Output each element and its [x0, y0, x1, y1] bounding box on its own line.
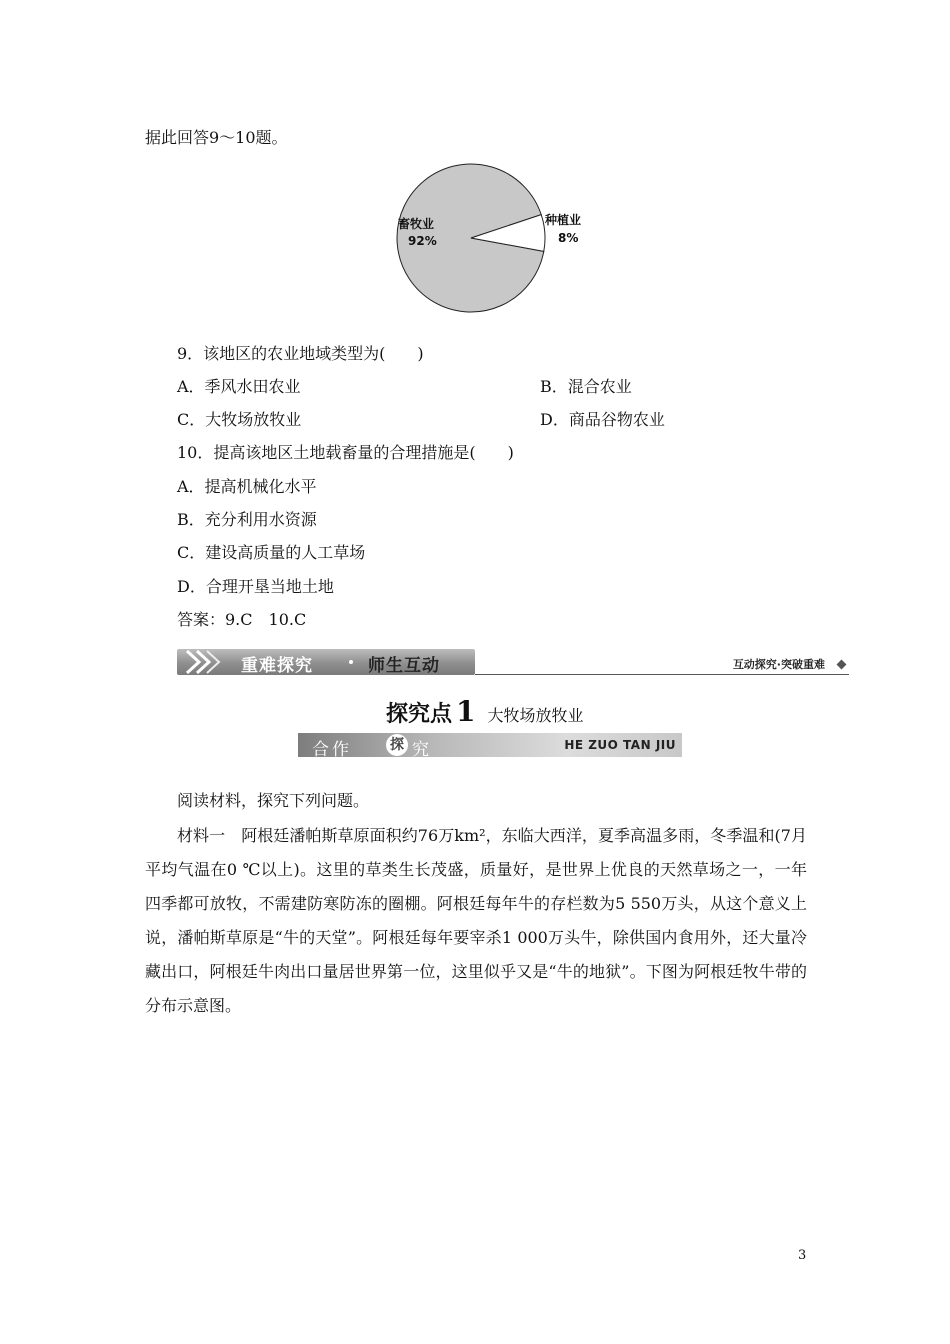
diamond-icon: [837, 660, 847, 670]
reading-intro: 阅读材料，探究下列问题。: [177, 791, 370, 810]
question-9-option-d: D．商品谷物农业: [540, 410, 665, 429]
banner-separator-dot: [349, 660, 353, 664]
intro-text: 据此回答9～10题。: [145, 128, 288, 147]
sub-banner: [298, 733, 682, 760]
banner-right-label: 互动探究·突破重难: [732, 658, 825, 671]
sub-banner-text-b: 究: [412, 740, 432, 760]
question-10-option-c: C．建设高质量的人工草场: [177, 543, 366, 562]
sub-banner-pinyin: HE ZUO TAN JIU: [564, 738, 676, 752]
question-10-option-a: A．提高机械化水平: [177, 477, 317, 496]
pie-value-livestock: 92%: [408, 234, 437, 248]
point-number: 1: [456, 695, 476, 728]
material-paragraph: 材料一 阿根廷潘帕斯草原面积约76万km²，东临大西洋，夏季高温多雨，冬季温和(7月平均气温在0 ℃以上)。这里的草类生长茂盛，质量好，是世界上优良的天然草场之一，一年四季都可放牧，不需建防寒防冻的圈棚。阿根廷每年牛的存栏数为5 550万头，从这个意义上说，潘帕斯草原是“牛的天堂”。阿根廷每年要宰杀1 000万头牛，除供国内食用外，还大量冷藏出口，阿根廷牛肉出口量居世界第一位，这里似乎又是“牛的地狱”。下图为阿根廷牧牛带的分布示意图。: [145, 826, 807, 1015]
pie-label-livestock: 畜牧业: [398, 217, 435, 231]
banner-rule: [475, 674, 849, 675]
section-banner: [177, 647, 849, 677]
point-title: [386, 695, 584, 727]
page-number: 3: [798, 1248, 807, 1263]
point-label: 探究点: [386, 702, 453, 727]
pie-label-crops: 种植业: [545, 213, 582, 227]
question-9-option-b: B．混合农业: [540, 377, 632, 396]
question-10-option-b: B．充分利用水资源: [177, 510, 317, 529]
pie-chart: [371, 160, 601, 320]
question-10-stem: 10．提高该地区土地载畜量的合理措施是( ): [177, 443, 514, 462]
banner-title-part2: 师生互动: [368, 656, 440, 676]
sub-banner-circle-char: 探: [386, 734, 408, 756]
banner-title-part1: 重难探究: [241, 656, 313, 676]
sub-banner-text-a: 合作: [312, 740, 352, 760]
answer-line: 答案：9.C 10.C: [177, 610, 307, 629]
question-9-stem: 9．该地区的农业地域类型为( ): [177, 344, 424, 363]
point-subtitle: 大牧场放牧业: [487, 706, 584, 725]
question-10-option-d: D．合理开垦当地土地: [177, 577, 334, 596]
pie-value-crops: 8%: [558, 231, 579, 245]
question-9-option-c: C．大牧场放牧业: [177, 410, 302, 429]
question-9-option-a: A．季风水田农业: [177, 377, 301, 396]
double-chevron-icon: [183, 650, 235, 674]
